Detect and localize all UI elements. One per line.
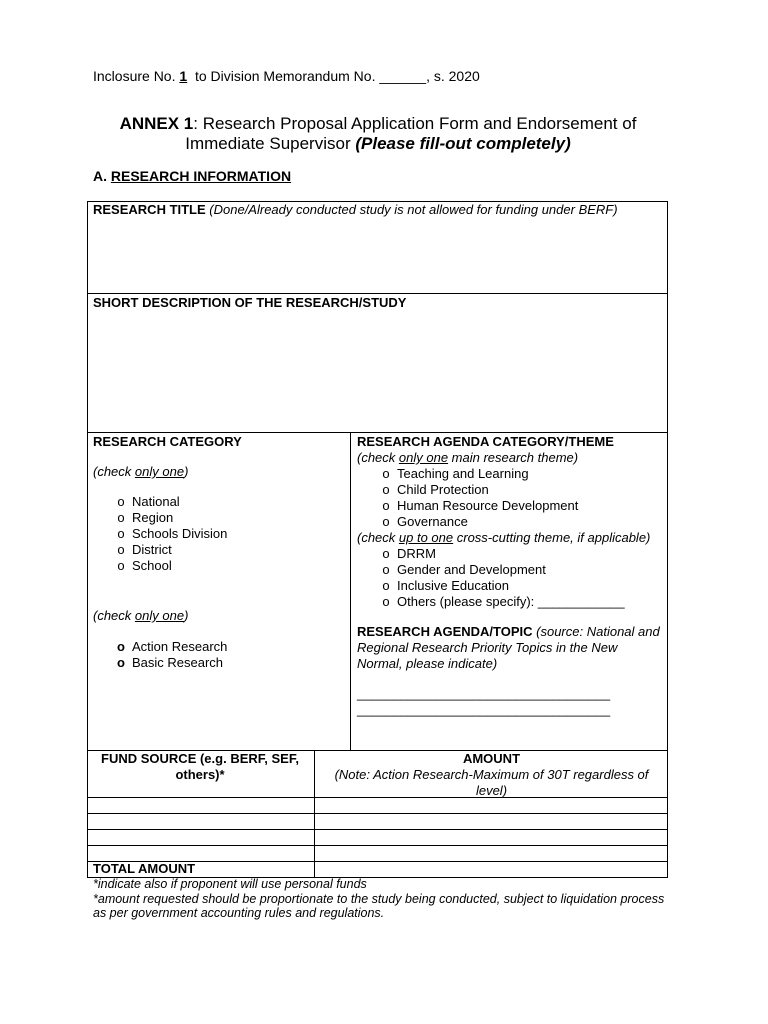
category-type-list bbox=[110, 639, 227, 671]
list-item[interactable] bbox=[110, 639, 227, 655]
fund-source-row-2[interactable] bbox=[88, 814, 313, 829]
radio-bullet-icon: o bbox=[117, 526, 125, 541]
radio-bullet-icon: o bbox=[382, 514, 390, 529]
amount-header bbox=[320, 751, 663, 799]
divider bbox=[87, 293, 668, 294]
fund-source-row-1[interactable] bbox=[88, 798, 313, 813]
agenda-column bbox=[357, 434, 663, 718]
type-basic-research: Basic Research bbox=[132, 655, 224, 670]
total-amount-label: TOTAL AMOUNT bbox=[93, 861, 196, 876]
footnotes bbox=[93, 877, 668, 921]
radio-bullet-icon: o bbox=[117, 639, 125, 654]
research-category-label: RESEARCH CATEGORY bbox=[93, 434, 242, 449]
agenda-topic-line-2[interactable]: ___________________________________ bbox=[357, 702, 611, 717]
inclosure-prefix: Inclosure No. bbox=[93, 68, 180, 84]
level-school: School bbox=[132, 558, 172, 573]
radio-bullet-icon: o bbox=[117, 510, 125, 525]
research-title-cell[interactable] bbox=[93, 202, 663, 218]
section-a-title: RESEARCH INFORMATION bbox=[110, 168, 292, 184]
agenda-cross-instruction: (check up to one cross-cutting theme, if applicable) bbox=[357, 530, 651, 545]
research-title-label: RESEARCH TITLE bbox=[93, 202, 206, 217]
agenda-main-instruction: (check only one main research theme) bbox=[357, 450, 579, 465]
amount-label: AMOUNT bbox=[462, 751, 521, 766]
theme-inclusive-education: Inclusive Education bbox=[397, 578, 510, 593]
fund-source-header: FUND SOURCE (e.g. BERF, SEF, others)* bbox=[101, 751, 299, 782]
list-item[interactable] bbox=[110, 542, 227, 558]
radio-bullet-icon: o bbox=[117, 558, 125, 573]
radio-bullet-icon: o bbox=[382, 466, 390, 481]
list-item[interactable] bbox=[375, 578, 663, 594]
list-item[interactable] bbox=[110, 655, 227, 671]
agenda-topic bbox=[357, 624, 663, 672]
section-a-heading bbox=[93, 168, 291, 184]
level-district: District bbox=[132, 542, 172, 557]
radio-bullet-icon: o bbox=[382, 594, 390, 609]
radio-bullet-icon: o bbox=[382, 546, 390, 561]
amount-row-3[interactable] bbox=[315, 830, 667, 845]
short-description-label: SHORT DESCRIPTION OF THE RESEARCH/STUDY bbox=[93, 295, 407, 310]
theme-teaching-learning: Teaching and Learning bbox=[397, 466, 529, 481]
type-action-research: Action Research bbox=[132, 639, 228, 654]
radio-bullet-icon: o bbox=[382, 482, 390, 497]
theme-gender-development: Gender and Development bbox=[397, 562, 546, 577]
agenda-label: RESEARCH AGENDA CATEGORY/THEME bbox=[357, 434, 614, 449]
amount-row-2[interactable] bbox=[315, 814, 667, 829]
footnote-1: *indicate also if proponent will use personal funds bbox=[93, 877, 367, 891]
agenda-topic-line-1[interactable]: ___________________________________ bbox=[357, 686, 611, 701]
radio-bullet-icon: o bbox=[382, 498, 390, 513]
inclosure-number: 1 bbox=[179, 68, 188, 84]
agenda-topic-label: RESEARCH AGENDA/TOPIC bbox=[357, 624, 533, 639]
list-item[interactable] bbox=[375, 594, 663, 610]
theme-others: Others (please specify): ____________ bbox=[397, 594, 625, 609]
category-instruction: (check only one) bbox=[93, 464, 189, 479]
theme-hr-development: Human Resource Development bbox=[397, 498, 579, 513]
annex-instruction: (Please fill-out completely) bbox=[355, 134, 571, 153]
cross-theme-list bbox=[357, 546, 663, 610]
radio-bullet-icon: o bbox=[117, 655, 125, 670]
level-national: National bbox=[132, 494, 180, 509]
theme-governance: Governance bbox=[397, 514, 468, 529]
level-schools-division: Schools Division bbox=[132, 526, 228, 541]
category-type-instruction: (check only one) bbox=[93, 608, 189, 623]
inclosure-suffix: to Division Memorandum No. ______, s. 2020 bbox=[187, 68, 480, 84]
annex-title-part2: Immediate Supervisor bbox=[185, 134, 356, 153]
annex-title bbox=[88, 114, 668, 154]
list-item[interactable] bbox=[110, 526, 227, 542]
theme-drrm: DRRM bbox=[397, 546, 436, 561]
amount-note: (Note: Action Research-Maximum of 30T regardless of level) bbox=[334, 767, 649, 798]
inclosure-line bbox=[93, 68, 480, 84]
total-amount-value[interactable] bbox=[315, 862, 667, 877]
annex-label: ANNEX 1 bbox=[119, 114, 194, 133]
list-item[interactable] bbox=[110, 510, 227, 526]
list-item[interactable] bbox=[375, 482, 663, 498]
radio-bullet-icon: o bbox=[382, 578, 390, 593]
category-level-list bbox=[110, 494, 227, 574]
list-item[interactable] bbox=[375, 514, 663, 530]
short-description-cell[interactable] bbox=[93, 295, 663, 311]
list-item[interactable] bbox=[375, 562, 663, 578]
divider bbox=[87, 432, 668, 433]
level-region: Region bbox=[132, 510, 174, 525]
radio-bullet-icon: o bbox=[117, 494, 125, 509]
divider bbox=[350, 432, 351, 750]
list-item[interactable] bbox=[375, 498, 663, 514]
main-theme-list bbox=[357, 466, 663, 530]
radio-bullet-icon: o bbox=[117, 542, 125, 557]
footnote-2: *amount requested should be proportionate to the study being conducted, subject to liquidation process as per government accounting rules and regulations. bbox=[93, 891, 665, 920]
annex-title-part1: : Research Proposal Application Form and Endorsement of bbox=[193, 114, 637, 133]
list-item[interactable] bbox=[375, 466, 663, 482]
radio-bullet-icon: o bbox=[382, 562, 390, 577]
list-item[interactable] bbox=[110, 494, 227, 510]
fund-source-row-3[interactable] bbox=[88, 830, 313, 845]
section-a-prefix: A. bbox=[93, 168, 111, 184]
list-item[interactable] bbox=[110, 558, 227, 574]
amount-row-4[interactable] bbox=[315, 846, 667, 861]
list-item[interactable] bbox=[375, 546, 663, 562]
agenda-topic-note: (source: National and Regional Research Priority Topics in the New Normal, please indicate) bbox=[357, 624, 660, 671]
fund-source-row-4[interactable] bbox=[88, 846, 313, 861]
theme-child-protection: Child Protection bbox=[397, 482, 489, 497]
amount-row-1[interactable] bbox=[315, 798, 667, 813]
research-title-note: (Done/Already conducted study is not allowed for funding under BERF) bbox=[205, 202, 618, 217]
